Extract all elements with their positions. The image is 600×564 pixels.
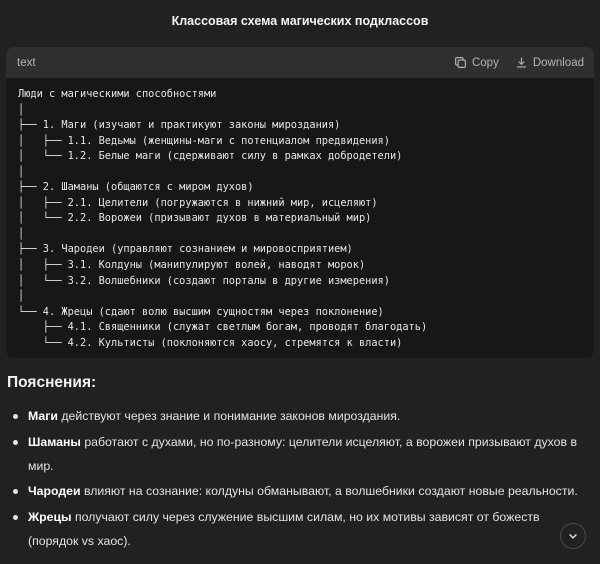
code-line: │ — [18, 165, 25, 178]
copy-button[interactable] — [454, 56, 499, 69]
code-line: │ └── 2.2. Ворожеи (призывают духов в материальный мир) — [18, 212, 372, 225]
list-item — [8, 479, 588, 503]
code-line: │ ├── 1.1. Ведьмы (женщины-маги с потенциалом предвидения) — [18, 134, 390, 147]
code-line: ├── 1. Маги (изучают и практикуют законы мироздания) — [18, 119, 341, 132]
code-line: │ └── 3.2. Волшебники (создают порталы в другие измерения) — [18, 274, 390, 287]
code-line: │ — [18, 290, 25, 303]
download-icon — [515, 56, 528, 69]
code-actions — [454, 56, 584, 69]
list-item — [8, 505, 588, 553]
code-header — [6, 47, 594, 78]
code-content — [6, 78, 594, 351]
explanations-list — [8, 404, 588, 554]
code-line: │ ├── 3.1. Колдуны (манипулируют волей, наводят морок) — [18, 259, 366, 272]
list-item-text: получают силу через служение высшим силам, но их мотивы зависят от божеств (порядок vs хаос). — [28, 509, 540, 548]
copy-icon — [454, 56, 467, 69]
list-item — [8, 404, 588, 428]
code-language-label: text — [17, 56, 36, 69]
list-item-term: Жрецы — [28, 509, 72, 524]
code-line: ├── 4.1. Священники (служат светлым богам, проводят благодать) — [18, 321, 428, 334]
explanations-heading: Пояснения: — [7, 374, 97, 391]
page-title: Классовая схема магических подклассов — [171, 14, 429, 28]
list-item-term: Маги — [28, 409, 58, 423]
list-item-text: действуют через знание и понимание законов мироздания. — [57, 409, 401, 423]
code-line: │ — [18, 227, 25, 240]
code-block — [6, 47, 594, 358]
code-line: Люди с магическими способностями — [18, 88, 217, 100]
code-line: ├── 3. Чародеи (управляют сознанием и мировосприятием) — [18, 243, 353, 256]
download-label: Download — [532, 56, 584, 69]
copy-label: Copy — [471, 56, 499, 69]
code-line: │ └── 1.2. Белые маги (сдерживают силу в рамках добродетели) — [18, 150, 403, 163]
chevron-down-icon — [567, 530, 579, 542]
list-item — [8, 430, 588, 478]
code-line: └── 4. Жрецы (сдают волю высшим сущностям через поклонение) — [18, 305, 384, 318]
code-line: │ — [18, 103, 25, 116]
code-line: └── 4.2. Культисты (поклоняются хаосу, стремятся к власти) — [18, 336, 403, 349]
list-item-text: влияют на сознание: колдуны обманывают, а волшебники создают новые реальности. — [80, 484, 578, 498]
list-item-text: работают с духами, но по-разному: целители исцеляют, а ворожеи призывают духов в мир. — [28, 434, 577, 473]
list-item-term: Чародеи — [28, 484, 81, 498]
code-line: │ ├── 2.1. Целители (погружаются в нижний мир, исцеляют) — [18, 196, 378, 209]
download-button[interactable] — [515, 56, 584, 69]
list-item-term: Шаманы — [28, 434, 81, 449]
scroll-down-button[interactable] — [560, 523, 586, 549]
code-line: ├── 2. Шаманы (общаются с миром духов) — [18, 181, 254, 194]
